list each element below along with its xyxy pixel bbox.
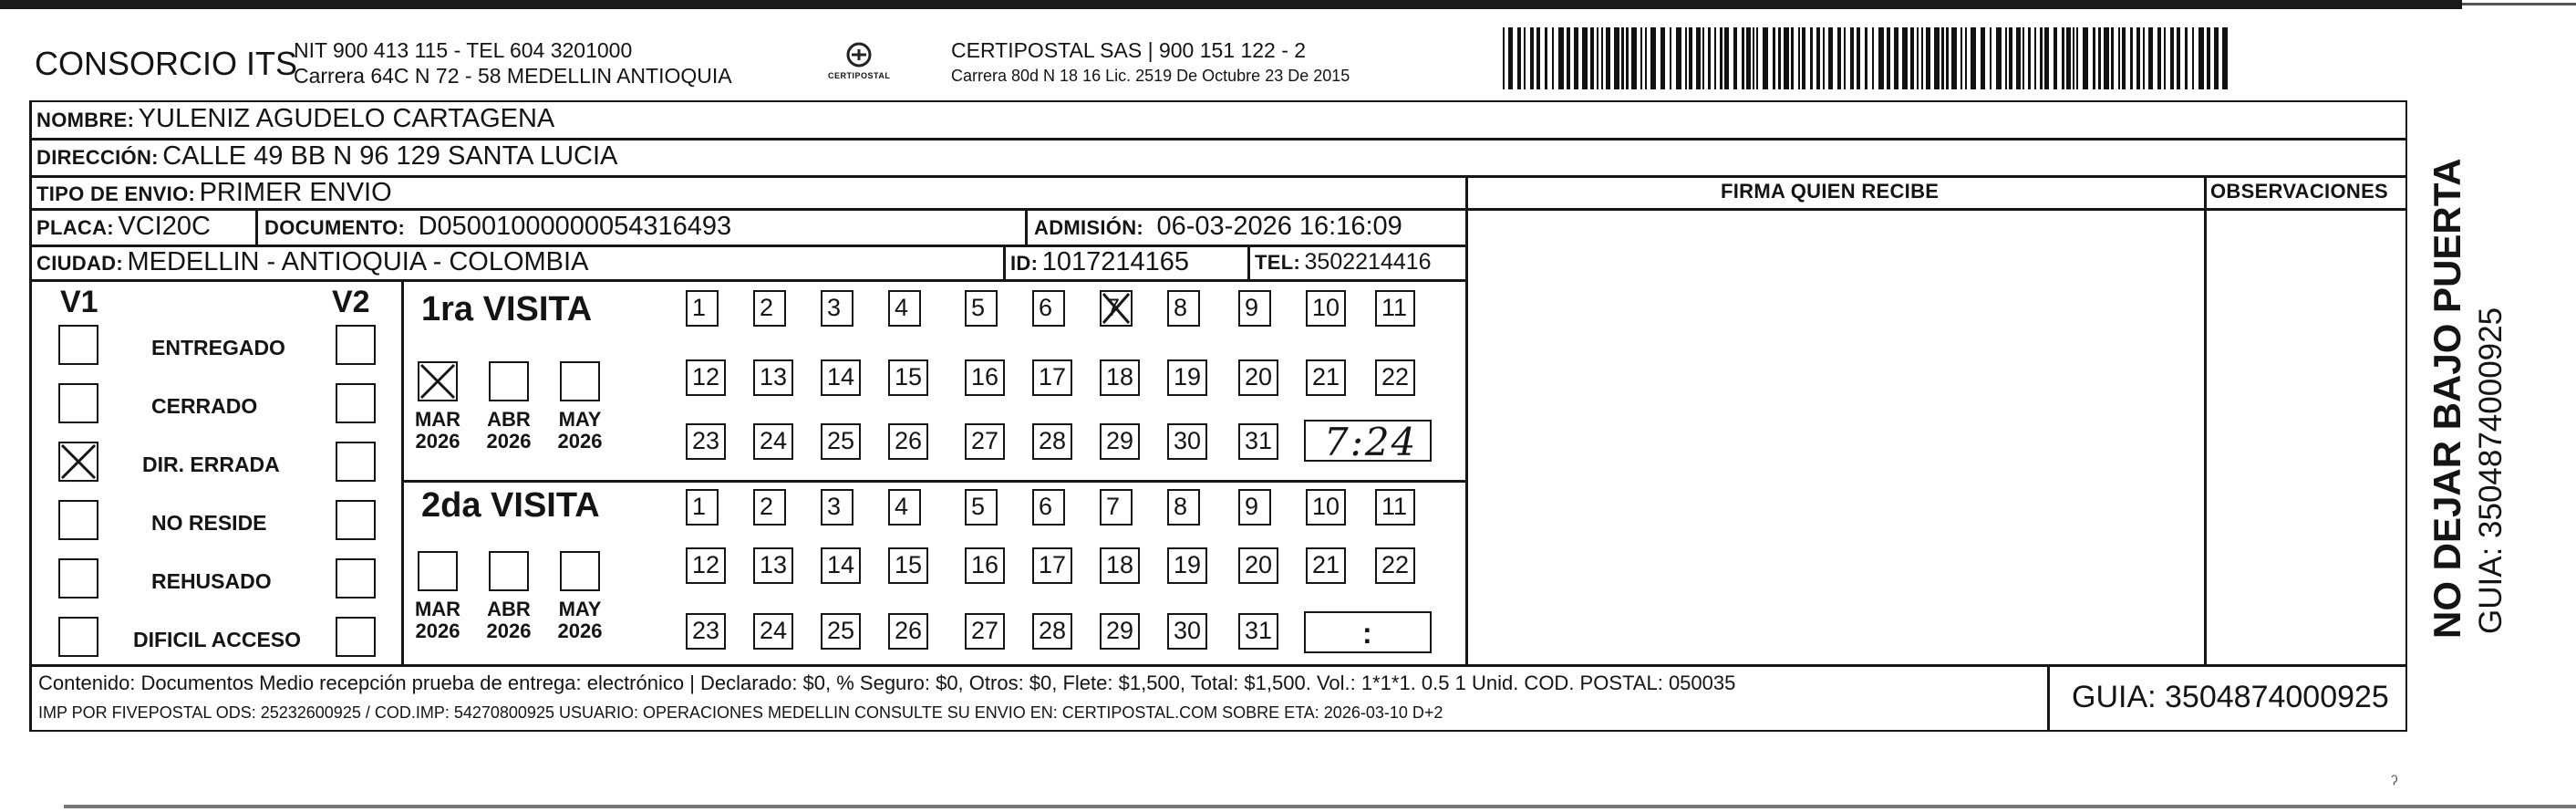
- visit1-day-number: 4: [895, 294, 909, 321]
- visit2-day-box[interactable]: [686, 547, 726, 584]
- form-left-edge: [29, 102, 32, 732]
- month-year: 2026: [557, 619, 603, 643]
- city-label: CIUDAD:: [36, 252, 123, 275]
- logo-text: CERTIPOSTAL: [828, 71, 891, 80]
- visit2-day-number: 21: [1312, 551, 1340, 578]
- visit2-day-number: 4: [895, 493, 909, 520]
- side-text-block: [2416, 128, 2535, 639]
- row-line-6: [401, 480, 1468, 483]
- visit2-day-number: 18: [1106, 551, 1134, 578]
- visit2-day-box[interactable]: [965, 489, 998, 526]
- visit1-day-number: 15: [895, 363, 923, 390]
- visit1-day-number: 1: [692, 294, 707, 321]
- visit1-day-number: 9: [1245, 294, 1259, 321]
- visit1-day-box[interactable]: [1032, 423, 1072, 460]
- visit1-day-box[interactable]: [1238, 290, 1271, 327]
- visit1-day-box[interactable]: [1306, 290, 1346, 327]
- visit1-day-box[interactable]: [686, 359, 726, 396]
- visit1-day-box[interactable]: [753, 423, 793, 460]
- visit1-day-number: 5: [971, 294, 986, 321]
- address-field: [36, 143, 617, 170]
- visit2-day-box[interactable]: [965, 613, 1005, 650]
- visit2-title: 2da VISITA: [421, 486, 600, 525]
- visit2-day-number: 14: [827, 551, 855, 578]
- visit2-day-box[interactable]: [1238, 547, 1278, 584]
- no-dejar-text: NO DEJAR BAJO PUERTA: [2426, 158, 2468, 639]
- visit2-month-checkbox[interactable]: [489, 551, 529, 591]
- visit1-month-label: [553, 409, 607, 453]
- visit2-day-box[interactable]: [888, 489, 921, 526]
- col-line-observations: [2204, 175, 2207, 665]
- visit1-day-box[interactable]: [965, 290, 998, 327]
- visit2-day-box[interactable]: [1375, 547, 1415, 584]
- status-v1-checkbox[interactable]: [58, 617, 98, 657]
- status-option-label: DIR. ERRADA: [142, 453, 280, 476]
- status-v1-checkbox[interactable]: [58, 500, 98, 540]
- visit2-day-box[interactable]: [753, 613, 793, 650]
- name-label: NOMBRE:: [36, 109, 135, 131]
- courier-line-1: CERTIPOSTAL SAS | 900 151 122 - 2: [951, 38, 1307, 62]
- status-v2-checkbox[interactable]: [336, 442, 376, 482]
- month-year: 2026: [415, 430, 460, 453]
- visit2-day-number: 16: [971, 551, 999, 578]
- visit2-day-number: 23: [692, 617, 720, 644]
- visit1-day-box[interactable]: [1032, 290, 1065, 327]
- status-v1-checkbox[interactable]: [58, 383, 98, 423]
- visit1-day-number: 7: [1106, 294, 1121, 321]
- visit1-day-box[interactable]: [1032, 359, 1072, 396]
- admission-field: [1034, 213, 1402, 240]
- footer-line-2: IMP POR FIVEPOSTAL ODS: 25232600925 / COD.IMP: 54270800925 USUARIO: OPERACIONES MEDELLIN CONSULTE SU ENVIO EN: CERTIPOSTAL.COM SOBRE ETA: 2026-03-10 D+2: [38, 703, 1443, 722]
- visit1-day-number: 29: [1106, 427, 1134, 454]
- visit1-day-box[interactable]: [1100, 290, 1133, 327]
- visit2-day-number: 19: [1174, 551, 1202, 578]
- visit2-day-box[interactable]: [753, 547, 793, 584]
- visit2-month-checkbox[interactable]: [418, 551, 458, 591]
- visit2-day-number: 31: [1245, 617, 1273, 644]
- visit1-day-number: 30: [1174, 427, 1202, 454]
- visit2-day-box[interactable]: [1167, 613, 1207, 650]
- admission-value: 06-03-2026 16:16:09: [1156, 212, 1402, 241]
- v2-header: V2: [332, 285, 370, 319]
- month-year: 2026: [486, 619, 532, 643]
- row-line-1: [29, 138, 2407, 141]
- visit2-month-label: [410, 599, 465, 642]
- bottom-edge-line: [64, 805, 2576, 808]
- visit1-day-box[interactable]: [1100, 359, 1140, 396]
- plate-field: [36, 213, 211, 240]
- visit1-day-number: 31: [1245, 427, 1273, 454]
- visit2-day-box[interactable]: [821, 613, 861, 650]
- visit1-day-box[interactable]: [888, 290, 921, 327]
- visit2-day-number: 28: [1039, 617, 1067, 644]
- visit2-day-box[interactable]: [1100, 547, 1140, 584]
- status-v2-checkbox[interactable]: [336, 558, 376, 599]
- visit2-day-box[interactable]: [888, 547, 928, 584]
- row-line-3: [29, 208, 1468, 211]
- side-guia-text: GUIA: 3504874000925: [2473, 307, 2509, 634]
- visit1-day-number: 26: [895, 427, 923, 454]
- scan-artifact: ˀ: [2391, 772, 2398, 795]
- visit1-day-number: 16: [971, 363, 999, 390]
- visit2-day-number: 30: [1174, 617, 1202, 644]
- visit2-day-number: 15: [895, 551, 923, 578]
- visit2-day-box[interactable]: [1306, 489, 1346, 526]
- visit1-day-number: 20: [1245, 363, 1273, 390]
- visit2-day-number: 27: [971, 617, 999, 644]
- visit2-time-box[interactable]: [1304, 611, 1432, 653]
- visit1-day-box[interactable]: [1167, 290, 1200, 327]
- id-label: ID:: [1010, 252, 1039, 275]
- col-line-guia-box: [2047, 664, 2050, 732]
- status-v1-checkbox[interactable]: [58, 558, 98, 599]
- visit1-day-number: 21: [1312, 363, 1340, 390]
- visit2-day-number: 17: [1039, 551, 1067, 578]
- month-name: ABR: [487, 408, 531, 431]
- visit1-day-box[interactable]: [1167, 423, 1207, 460]
- visit1-time-value: 7:24: [1324, 420, 1418, 464]
- status-option-label: ENTREGADO: [151, 336, 285, 359]
- city-value: MEDELLIN - ANTIOQUIA - COLOMBIA: [127, 247, 589, 276]
- visit2-day-number: 13: [760, 551, 788, 578]
- row-line-5: [29, 279, 1468, 282]
- address-label: DIRECCIÓN:: [36, 146, 159, 169]
- visit2-day-box[interactable]: [1238, 613, 1278, 650]
- month-name: MAR: [414, 598, 461, 620]
- visit2-day-box[interactable]: [888, 613, 928, 650]
- visit2-day-number: 26: [895, 617, 923, 644]
- visit1-title: 1ra VISITA: [421, 290, 593, 328]
- shipping-type-field: [36, 180, 392, 206]
- visit2-day-number: 5: [971, 493, 986, 520]
- company-line-2: Carrera 64C N 72 - 58 MEDELLIN ANTIOQUIA: [294, 64, 732, 88]
- visit2-day-box[interactable]: [1306, 547, 1346, 584]
- visit1-day-box[interactable]: [686, 290, 719, 327]
- visit2-day-box[interactable]: [1238, 489, 1271, 526]
- footer-line-1: Contenido: Documentos Medio recepción prueba de entrega: electrónico | Declarado: $0, % Seguro: $0, Otros: $0, Flete: $1,500, Total: $1,500. Vol.: 1*1*1. 0.5 1 Unid. COD. POSTAL: 050035: [38, 671, 1736, 694]
- visit1-day-box[interactable]: [1100, 423, 1140, 460]
- visit2-day-number: 7: [1106, 493, 1121, 520]
- visit1-day-box[interactable]: [686, 423, 726, 460]
- col-line-signature: [1465, 175, 1468, 665]
- status-v2-checkbox[interactable]: [336, 325, 376, 365]
- visit2-day-box[interactable]: [1032, 547, 1072, 584]
- visit1-day-box[interactable]: [1238, 423, 1278, 460]
- id-value: 1017214165: [1041, 247, 1189, 276]
- plate-value: VCI20C: [118, 212, 211, 241]
- month-name: ABR: [487, 598, 531, 620]
- visit1-day-box[interactable]: [753, 290, 786, 327]
- visit2-day-box[interactable]: [1032, 489, 1065, 526]
- visit1-day-number: 27: [971, 427, 999, 454]
- visit1-day-number: 6: [1039, 294, 1053, 321]
- visit2-day-number: 24: [760, 617, 788, 644]
- visit1-day-number: 22: [1381, 363, 1410, 390]
- visit2-day-number: 8: [1174, 493, 1188, 520]
- header-line-right-cols: [1465, 208, 2407, 211]
- visit1-day-box[interactable]: [1167, 359, 1207, 396]
- top-edge-line-right: [2462, 3, 2576, 5]
- visit1-month-checkbox[interactable]: [418, 361, 458, 401]
- visit2-day-box[interactable]: [1167, 489, 1200, 526]
- visit1-day-box[interactable]: [1375, 290, 1415, 327]
- visit2-day-box[interactable]: [1100, 489, 1133, 526]
- visit1-day-number: 24: [760, 427, 788, 454]
- status-option-label: CERRADO: [151, 394, 258, 418]
- status-option-label: DIFICIL ACCESO: [133, 628, 302, 651]
- visit1-day-box[interactable]: [821, 423, 861, 460]
- visit2-day-box[interactable]: [686, 489, 719, 526]
- visit2-day-number: 2: [760, 493, 774, 520]
- visit1-day-number: 19: [1174, 363, 1202, 390]
- visit1-day-number: 25: [827, 427, 855, 454]
- visit1-day-box[interactable]: [888, 423, 928, 460]
- barcode: [1503, 27, 2232, 89]
- visit2-day-box[interactable]: [821, 489, 853, 526]
- visit1-time-box[interactable]: [1304, 420, 1432, 462]
- visit2-day-number: 20: [1245, 551, 1273, 578]
- visit1-month-checkbox[interactable]: [489, 361, 529, 401]
- city-field: [36, 249, 588, 276]
- visit2-day-box[interactable]: [1375, 489, 1415, 526]
- col-line-documento: [255, 208, 258, 245]
- shipping-type-value: PRIMER ENVIO: [199, 178, 392, 207]
- visit1-day-number: 17: [1039, 363, 1067, 390]
- visit1-day-number: 12: [692, 363, 720, 390]
- visit2-month-label: [481, 599, 536, 642]
- signature-column-header: FIRMA QUIEN RECIBE: [1721, 180, 1940, 203]
- visit2-day-number: 1: [692, 493, 707, 520]
- visit1-day-number: 23: [692, 427, 720, 454]
- visit1-day-number: 11: [1381, 294, 1408, 321]
- visit1-day-number: 18: [1106, 363, 1134, 390]
- status-option-label: NO RESIDE: [151, 511, 267, 535]
- visit2-month-checkbox[interactable]: [560, 551, 600, 591]
- visit2-day-box[interactable]: [686, 613, 726, 650]
- footer-guia: GUIA: 3504874000925: [2072, 680, 2389, 714]
- visit1-day-box[interactable]: [1306, 359, 1346, 396]
- address-value: CALLE 49 BB N 96 129 SANTA LUCIA: [162, 141, 618, 171]
- visit2-day-number: 6: [1039, 493, 1053, 520]
- visit2-day-number: 3: [827, 493, 842, 520]
- visit2-day-box[interactable]: [753, 489, 786, 526]
- month-name: MAY: [558, 408, 602, 431]
- status-v2-checkbox[interactable]: [336, 617, 376, 657]
- visit2-day-number: 22: [1381, 551, 1410, 578]
- document-value: D05001000000054316493: [418, 212, 732, 241]
- status-v2-checkbox[interactable]: [336, 383, 376, 423]
- tel-field: [1255, 251, 1432, 274]
- visit1-day-box[interactable]: [753, 359, 793, 396]
- name-value: YULENIZ AGUDELO CARTAGENA: [138, 104, 555, 133]
- visit1-day-box[interactable]: [1375, 359, 1415, 396]
- visit1-day-box[interactable]: [821, 359, 861, 396]
- visit2-month-label: [553, 599, 607, 642]
- visit2-day-number: 25: [827, 617, 855, 644]
- visit1-day-box[interactable]: [965, 359, 1005, 396]
- visit2-day-number: 10: [1312, 493, 1340, 520]
- visit1-day-number: 14: [827, 363, 855, 390]
- col-line-status: [401, 279, 404, 664]
- col-line-admission: [1025, 208, 1028, 245]
- col-line-tel: [1247, 245, 1250, 279]
- name-field: [36, 106, 554, 132]
- certipostal-logo: [828, 36, 891, 91]
- visit2-day-number: 12: [692, 551, 720, 578]
- visit1-day-number: 13: [760, 363, 788, 390]
- visit1-month-label: [481, 409, 536, 453]
- plate-label: PLACA:: [36, 216, 114, 239]
- month-name: MAY: [558, 598, 602, 620]
- tel-label: TEL:: [1255, 251, 1301, 274]
- visit1-month-checkbox[interactable]: [560, 361, 600, 401]
- tel-value: 3502214416: [1304, 249, 1432, 275]
- visit1-month-label: [410, 409, 465, 453]
- visit2-day-box[interactable]: [1167, 547, 1207, 584]
- top-edge-line: [0, 0, 2462, 9]
- status-v2-checkbox[interactable]: [336, 500, 376, 540]
- visit2-day-box[interactable]: [1100, 613, 1140, 650]
- visit1-day-number: 8: [1174, 294, 1188, 321]
- visit1-day-box[interactable]: [1238, 359, 1278, 396]
- visit1-day-number: 10: [1312, 294, 1340, 321]
- company-line-1: NIT 900 413 115 - TEL 604 3201000: [294, 38, 633, 62]
- visit1-day-number: 3: [827, 294, 842, 321]
- visit2-day-number: 29: [1106, 617, 1134, 644]
- courier-line-2: Carrera 80d N 18 16 Lic. 2519 De Octubre 23 De 2015: [951, 67, 1350, 85]
- visit2-day-number: 11: [1381, 493, 1408, 520]
- visit2-time-value: :: [1362, 617, 1372, 650]
- visit1-day-number: 2: [760, 294, 774, 321]
- visit2-day-box[interactable]: [965, 547, 1005, 584]
- col-line-id: [1003, 245, 1006, 279]
- visit2-day-box[interactable]: [1032, 613, 1072, 650]
- company-name: CONSORCIO ITS: [35, 45, 298, 82]
- status-option-label: REHUSADO: [151, 569, 272, 593]
- month-year: 2026: [557, 430, 603, 453]
- visit1-day-number: 28: [1039, 427, 1067, 454]
- status-v1-checkbox[interactable]: [58, 325, 98, 365]
- month-year: 2026: [415, 619, 460, 643]
- v1-header: V1: [60, 285, 98, 319]
- status-v1-checkbox[interactable]: [58, 442, 98, 482]
- document-field: [264, 213, 731, 240]
- visit2-day-number: 9: [1245, 493, 1259, 520]
- observations-column-header: OBSERVACIONES: [2210, 180, 2389, 203]
- id-field: [1010, 249, 1189, 276]
- shipping-type-label: TIPO DE ENVIO:: [36, 182, 196, 205]
- visit1-day-box[interactable]: [888, 359, 928, 396]
- visit1-day-box[interactable]: [965, 423, 1005, 460]
- month-year: 2026: [486, 430, 532, 453]
- row-line-footer: [29, 664, 2407, 667]
- visit1-day-box[interactable]: [821, 290, 853, 327]
- month-name: MAR: [414, 408, 461, 431]
- document-label: DOCUMENTO:: [264, 216, 406, 239]
- admission-label: ADMISIÓN:: [1034, 216, 1144, 239]
- visit2-day-box[interactable]: [821, 547, 861, 584]
